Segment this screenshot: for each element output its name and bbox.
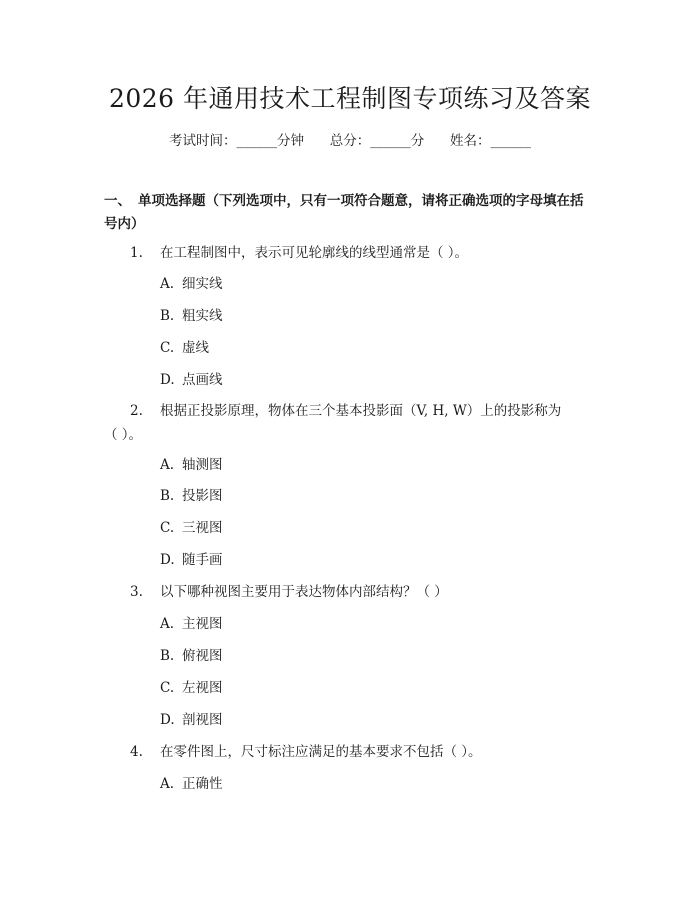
option-text: 主视图 bbox=[182, 616, 223, 632]
option-text: 虚线 bbox=[182, 340, 209, 356]
question-number: 2. bbox=[130, 403, 143, 419]
question-4-option-a bbox=[160, 773, 223, 795]
document-title: 2026 年通用技术工程制图专项练习及答案 bbox=[108, 84, 592, 113]
question-1-option-a bbox=[160, 273, 223, 295]
exam-info-line bbox=[0, 131, 700, 151]
option-text: 点画线 bbox=[182, 372, 223, 388]
total-score-label: 总分： bbox=[329, 133, 371, 149]
question-1-option-d bbox=[160, 369, 223, 391]
option-text: 投影图 bbox=[182, 488, 223, 504]
option-letter: A. bbox=[160, 276, 175, 292]
option-letter: D. bbox=[160, 372, 175, 388]
total-score-unit: 分 bbox=[410, 133, 425, 149]
question-2-option-c bbox=[160, 517, 223, 539]
option-text: 轴测图 bbox=[182, 457, 223, 473]
question-1-stem bbox=[130, 242, 468, 264]
question-number: 3. bbox=[130, 584, 143, 600]
option-letter: B. bbox=[160, 488, 175, 504]
question-number: 1. bbox=[130, 245, 143, 261]
option-text: 俯视图 bbox=[182, 648, 223, 664]
section-number: 一、 bbox=[104, 193, 131, 209]
exam-time-unit: 分钟 bbox=[277, 133, 304, 149]
question-3-stem bbox=[130, 581, 448, 603]
option-text: 粗实线 bbox=[182, 308, 223, 324]
question-text: 在工程制图中，表示可见轮廓线的线型通常是（ ）。 bbox=[160, 245, 469, 261]
option-letter: D. bbox=[160, 552, 175, 568]
option-letter: A. bbox=[160, 776, 175, 792]
option-text: 细实线 bbox=[182, 276, 223, 292]
question-text: 在零件图上，尺寸标注应满足的基本要求不包括（ ）。 bbox=[160, 744, 482, 760]
name-label: 姓名： bbox=[450, 133, 491, 149]
option-letter: D. bbox=[160, 712, 175, 728]
question-1-option-c bbox=[160, 337, 209, 359]
section-heading bbox=[104, 190, 604, 236]
question-3-option-d bbox=[160, 709, 223, 731]
option-text: 三视图 bbox=[182, 520, 223, 536]
question-3-option-b bbox=[160, 645, 223, 667]
question-2-option-a bbox=[160, 454, 223, 476]
question-2-option-d bbox=[160, 549, 223, 571]
option-letter: C. bbox=[160, 520, 175, 536]
option-text: 剖视图 bbox=[182, 712, 223, 728]
option-letter: B. bbox=[160, 308, 175, 324]
question-text: 以下哪种视图主要用于表达物体内部结构？（ ） bbox=[160, 584, 448, 600]
section-heading-line2: 号内） bbox=[104, 216, 145, 232]
total-score-blank: ______ bbox=[370, 133, 411, 149]
option-text: 随手画 bbox=[182, 552, 223, 568]
name-blank: ______ bbox=[490, 133, 531, 149]
question-2-option-b bbox=[160, 485, 223, 507]
exam-time-blank: ______ bbox=[236, 133, 277, 149]
question-1-option-b bbox=[160, 305, 223, 327]
option-letter: A. bbox=[160, 616, 175, 632]
option-text: 左视图 bbox=[182, 680, 223, 696]
option-letter: B. bbox=[160, 648, 175, 664]
question-2-stem bbox=[130, 400, 561, 422]
option-letter: C. bbox=[160, 340, 175, 356]
exam-time-label: 考试时间： bbox=[169, 133, 237, 149]
question-3-option-c bbox=[160, 677, 223, 699]
option-letter: C. bbox=[160, 680, 175, 696]
question-3-option-a bbox=[160, 613, 223, 635]
question-number: 4. bbox=[130, 744, 143, 760]
option-text: 正确性 bbox=[182, 776, 223, 792]
question-2-stem-continuation: （ ）。 bbox=[104, 427, 143, 443]
question-4-stem bbox=[130, 741, 482, 763]
section-heading-line1: 单项选择题（下列选项中，只有一项符合题意，请将正确选项的字母填在括 bbox=[138, 193, 584, 209]
option-letter: A. bbox=[160, 457, 175, 473]
question-text: 根据正投影原理，物体在三个基本投影面（V, H, W）上的投影称为 bbox=[160, 403, 562, 419]
